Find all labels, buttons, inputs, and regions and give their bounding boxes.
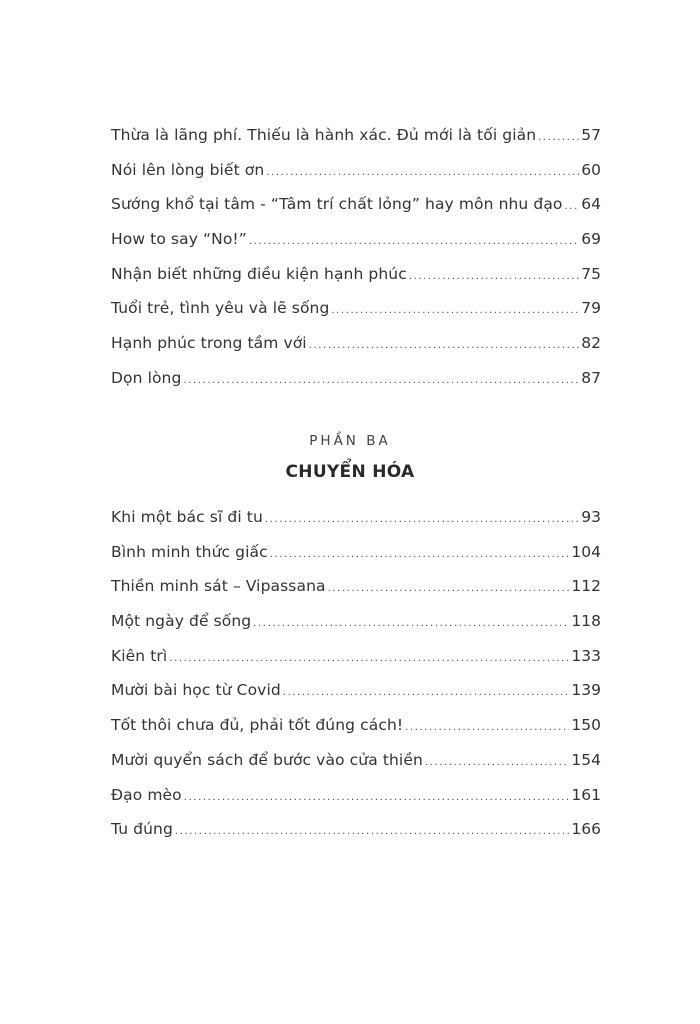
toc-entry-page: 166 xyxy=(571,820,601,839)
toc-entry-title: Tu đúng xyxy=(111,820,173,839)
dot-leader xyxy=(175,821,570,843)
toc-entry-title: How to say “No!” xyxy=(111,230,247,249)
part-label: PHẦN BA xyxy=(309,433,391,449)
dot-leader xyxy=(538,127,579,149)
dot-leader xyxy=(169,648,569,670)
dot-leader xyxy=(405,717,569,739)
toc-entry-page: 57 xyxy=(581,126,601,144)
toc-entry[interactable] xyxy=(111,575,601,610)
toc-entry[interactable] xyxy=(111,784,601,819)
dot-leader xyxy=(309,335,580,357)
toc-entry[interactable] xyxy=(111,749,601,784)
toc-entry-title: Kiên trì xyxy=(111,646,168,665)
toc-entry[interactable] xyxy=(111,367,601,402)
toc-entry[interactable] xyxy=(111,332,601,367)
toc-entry[interactable] xyxy=(111,645,601,680)
toc-entry-title: Một ngày để sống xyxy=(111,612,252,631)
toc-entry-page: 133 xyxy=(571,646,601,665)
toc-entry-title: Thừa là lãng phí. Thiếu là hành xác. Đủ mới là tối giản xyxy=(111,126,537,144)
toc-entry[interactable] xyxy=(111,506,601,541)
toc-entry-page: 112 xyxy=(571,577,601,596)
toc-entry-page: 69 xyxy=(581,230,601,249)
toc-entry[interactable] xyxy=(111,610,601,645)
toc-entry-title: Bình minh thức giấc xyxy=(111,542,268,561)
dot-leader xyxy=(266,162,579,184)
dot-leader xyxy=(328,578,570,600)
toc-entry-page: 60 xyxy=(581,160,601,179)
toc-entry[interactable] xyxy=(111,193,601,228)
toc-entry[interactable] xyxy=(111,159,601,194)
toc-entry[interactable] xyxy=(111,541,601,576)
toc-entry-title: Nhận biết những điều kiện hạnh phúc xyxy=(111,264,407,283)
toc-entry-title: Tốt thôi chưa đủ, phải tốt đúng cách! xyxy=(111,716,404,735)
toc-part-three xyxy=(111,506,601,853)
toc-entry-title: Nói lên lòng biết ơn xyxy=(111,160,265,179)
dot-leader xyxy=(565,196,580,218)
toc-entry-title: Hạnh phúc trong tầm với xyxy=(111,334,307,353)
dot-leader xyxy=(265,509,579,531)
toc-entry-title: Sướng khổ tại tâm - “Tâm trí chất lỏng” hay môn nhu đạo xyxy=(111,195,563,214)
toc-entry-page: 161 xyxy=(571,785,601,804)
dot-leader xyxy=(283,682,570,704)
dot-leader xyxy=(331,300,579,322)
dot-leader xyxy=(249,231,579,253)
toc-entry-page: 79 xyxy=(581,299,601,318)
toc-entry-page: 104 xyxy=(571,542,601,561)
dot-leader xyxy=(184,787,570,809)
toc-section-one xyxy=(111,124,601,402)
toc-entry-page: 75 xyxy=(581,264,601,283)
toc-entry-page: 87 xyxy=(581,368,601,387)
toc-entry-page: 139 xyxy=(571,681,601,700)
toc-entry-page: 150 xyxy=(571,716,601,735)
toc-entry-title: Dọn lòng xyxy=(111,368,182,387)
toc-entry-title: Mười quyển sách để bước vào cửa thiền xyxy=(111,750,423,769)
toc-entry[interactable] xyxy=(111,818,601,853)
toc-entry-title: Khi một bác sĩ đi tu xyxy=(111,508,263,526)
toc-entry[interactable] xyxy=(111,297,601,332)
dot-leader xyxy=(270,544,570,566)
toc-entry[interactable] xyxy=(111,124,601,159)
dot-leader xyxy=(425,752,570,774)
dot-leader xyxy=(183,370,579,392)
dot-leader xyxy=(409,266,579,288)
toc-entry-page: 154 xyxy=(571,750,601,769)
toc-entry-page: 82 xyxy=(581,334,601,353)
toc-entry[interactable] xyxy=(111,263,601,298)
toc-entry-page: 64 xyxy=(581,195,601,214)
toc-entry[interactable] xyxy=(111,679,601,714)
toc-entry-page: 93 xyxy=(581,508,601,526)
toc-entry-title: Tuổi trẻ, tình yêu và lẽ sống xyxy=(111,299,330,318)
toc-entry-title: Thiền minh sát – Vipassana xyxy=(111,577,326,596)
part-title: CHUYỂN HÓA xyxy=(285,462,415,482)
toc-entry[interactable] xyxy=(111,714,601,749)
toc-entry[interactable] xyxy=(111,228,601,263)
dot-leader xyxy=(253,613,569,635)
toc-entry-title: Mười bài học từ Covid xyxy=(111,681,281,700)
toc-entry-page: 118 xyxy=(571,612,601,631)
toc-entry-title: Đạo mèo xyxy=(111,785,182,804)
